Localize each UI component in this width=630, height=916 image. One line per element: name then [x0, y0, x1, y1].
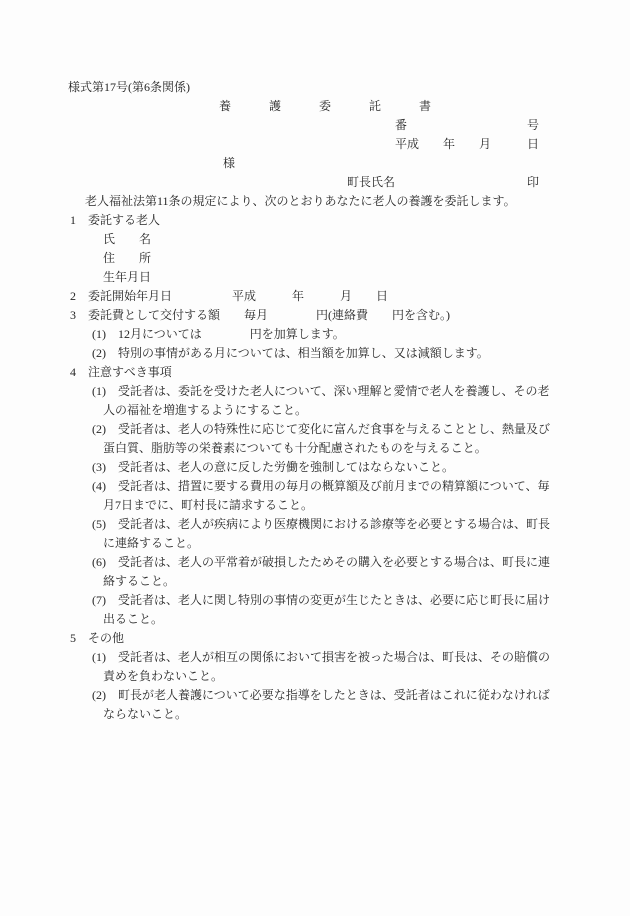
item-5-heading: 5 その他: [70, 631, 125, 645]
document-title: 養 護 委 託 書: [219, 99, 432, 113]
item-4-sub-7-cont: 出ること。: [103, 612, 164, 626]
field-name-label: 氏 名: [103, 232, 152, 246]
form-number-label: 様式第17号(第6条関係): [68, 80, 190, 94]
field-address-label: 住 所: [103, 251, 152, 265]
item-5-sub-1: (1) 受託者は、老人が相互の関係において損害を被った場合は、町長は、その賠償の: [92, 650, 550, 664]
item-4-sub-7: (7) 受託者は、老人に関し特別の事情の変更が生じたときは、必要に応じ町長に届け: [92, 593, 550, 607]
item-4-sub-3: (3) 受託者は、老人の意に反した労働を強制してはならないこと。: [92, 460, 454, 474]
item-3-sub-1: (1) 12月については 円を加算します。: [92, 327, 345, 341]
addressee-line: 様: [223, 156, 236, 170]
item-5-sub-2-cont: ならないこと。: [103, 707, 188, 721]
item-4-heading: 4 注意すべき事項: [70, 365, 172, 379]
item-4-sub-4: (4) 受託者は、措置に要する費用の毎月の概算額及び前月までの精算額について、毎: [92, 479, 550, 493]
item-4-sub-5: (5) 受託者は、老人が疾病により医療機関における診療等を必要とする場合は、町長: [92, 517, 550, 531]
document-number-line: 番 号: [395, 118, 540, 132]
item-4-sub-5-cont: に連絡すること。: [103, 536, 200, 550]
item-2-heading: 2 委託開始年月日 平成 年 月 日: [70, 289, 389, 303]
field-birthdate-label: 生年月日: [103, 270, 152, 284]
intro-paragraph: 老人福祉法第11条の規定により、次のとおりあなたに老人の養護を委託します。: [85, 194, 516, 208]
document-date-line: 平成 年 月 日: [395, 137, 540, 151]
item-4-sub-2-cont: 蛋白質、脂肪等の栄養素についても十分配慮されたものを与えること。: [103, 441, 487, 455]
item-4-sub-6-cont: 絡すること。: [103, 574, 176, 588]
item-5-sub-1-cont: 責めを負わないこと。: [103, 669, 224, 683]
item-4-sub-1: (1) 受託者は、委託を受けた老人について、深い理解と愛情で老人を養護し、その老: [92, 384, 550, 398]
mayor-signature-line: 町長氏名 印: [347, 175, 540, 189]
item-3-heading: 3 委託費として交付する額 毎月 円(連絡費 円を含む。): [70, 308, 450, 322]
item-3-sub-2: (2) 特別の事情がある月については、相当額を加算し、又は減額します。: [92, 346, 489, 360]
item-4-sub-6: (6) 受託者は、老人の平常着が破損したためその購入を必要とする場合は、町長に連: [92, 555, 550, 569]
item-5-sub-2: (2) 町長が老人養護について必要な指導をしたときは、受託者はこれに従わなければ: [92, 688, 550, 702]
item-4-sub-1-cont: 人の福祉を増進するようにすること。: [103, 403, 308, 417]
item-1-heading: 1 委託する老人: [70, 213, 161, 227]
item-4-sub-2: (2) 受託者は、老人の特殊性に応じて変化に富んだ食事を与えることとし、熱量及び: [92, 422, 550, 436]
item-4-sub-4-cont: 月7日までに、町村長に請求すること。: [103, 498, 314, 512]
